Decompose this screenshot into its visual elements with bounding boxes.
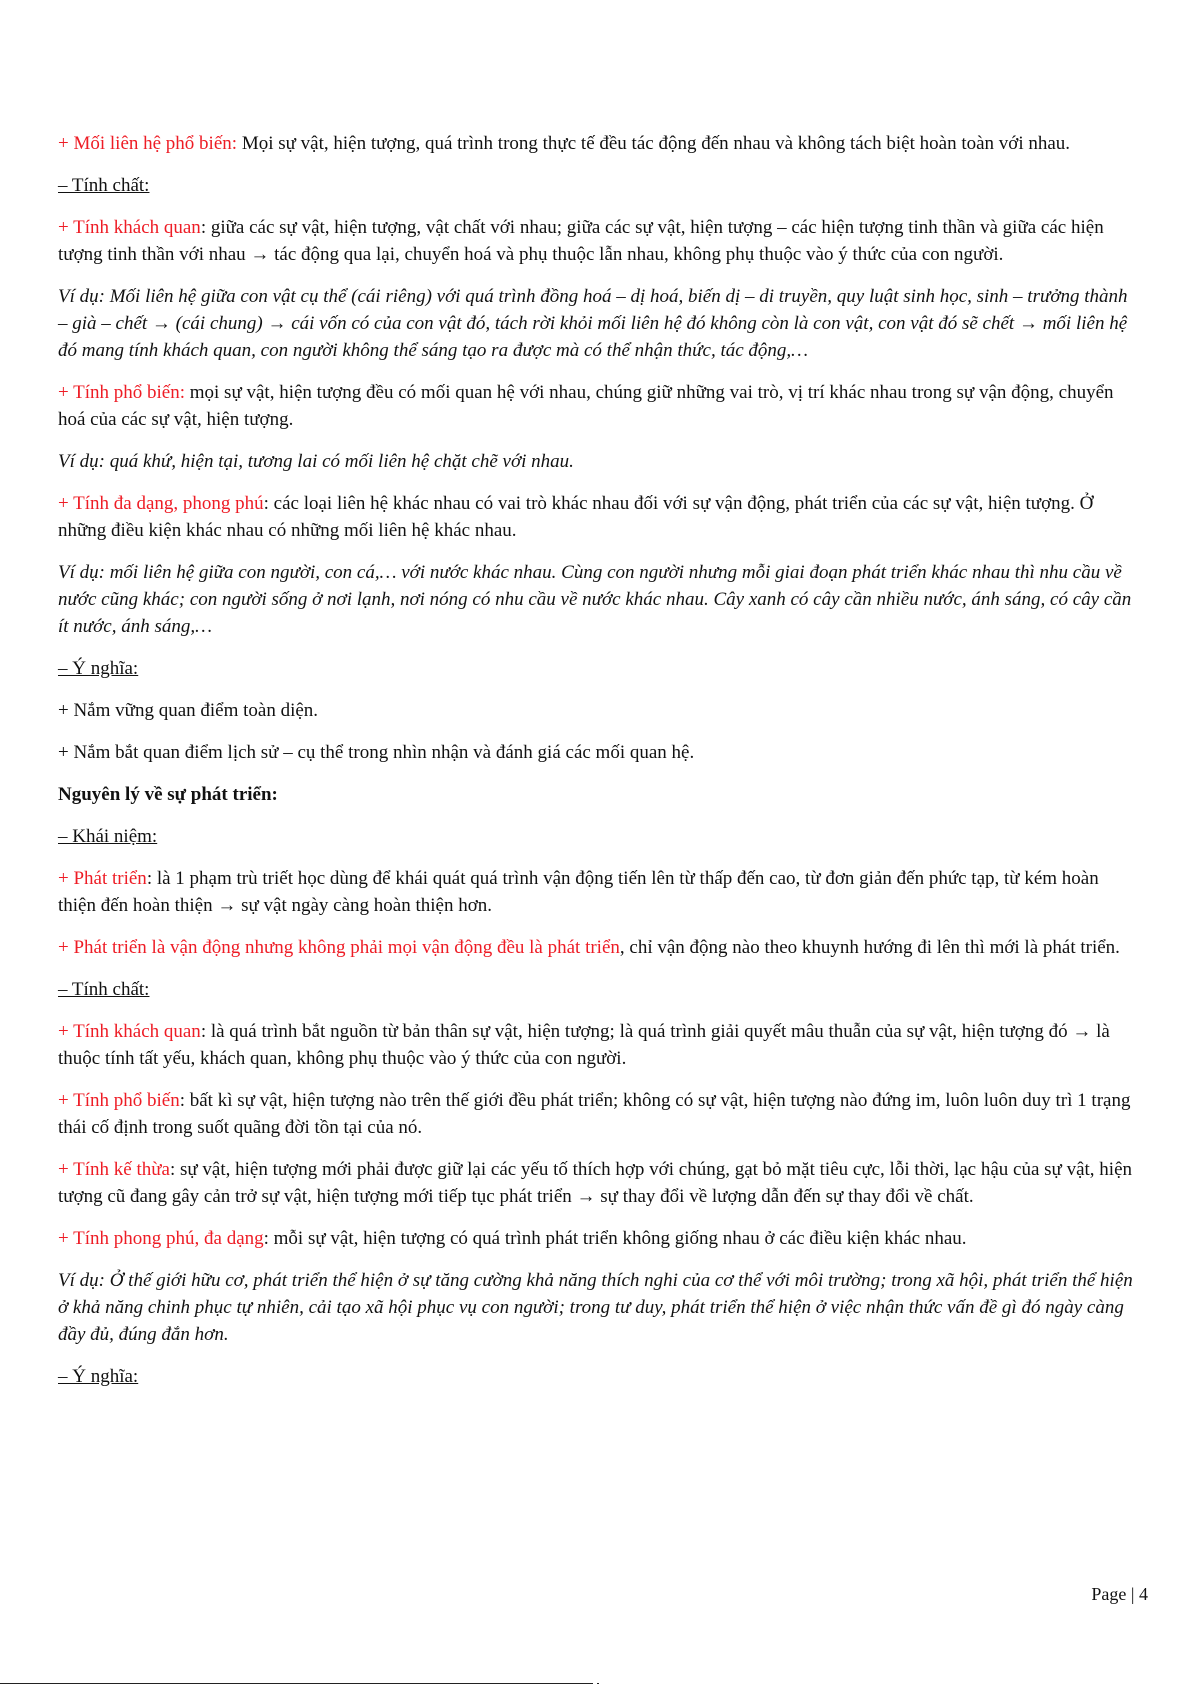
footer-divider-dot	[597, 1683, 599, 1684]
heading-text: – Ý nghĩa:	[58, 658, 139, 679]
paragraph-text: : các loại liên hệ khác nhau có vai trò khác nhau đối với sự vận động, phát triển của các sự vật, hiện tượng. Ở những điều kiện khác nhau có những mối liên hệ khác nhau.	[58, 493, 1094, 541]
paragraph-text: : là quá trình bắt nguồn từ bản thân sự vật, hiện tượng; là quá trình giải quyết mâu thuẫn của sự vật, hiện tượng đó → là thuộc tính tất yếu, khách quan, không phụ thuộc vào ý thức của con người.	[58, 1021, 1110, 1069]
term-highlight: + Tính phổ biến	[58, 1090, 180, 1111]
paragraph-development-motion	[58, 934, 1133, 961]
term-highlight: + Tính đa dạng, phong phú	[58, 493, 264, 514]
term-highlight: + Tính khách quan	[58, 217, 201, 238]
term-highlight: + Phát triển là vận động nhưng không phải mọi vận động đều là phát triển	[58, 937, 620, 958]
paragraph-text: : sự vật, hiện tượng mới phải được giữ lại các yếu tố thích hợp với chúng, gạt bỏ mặt tiêu cực, lỗi thời, lạc hậu của sự vật, hiện tượng cũ đang gây cản trở sự vật, hiện tượng mới tiếp tục phát triển → sự thay đổi về lượng dẫn đến sự thay đổi về chất.	[58, 1159, 1133, 1207]
term-highlight: + Tính phong phú, đa dạng	[58, 1228, 264, 1249]
footer-divider	[0, 1683, 593, 1684]
paragraph-text: : là 1 phạm trù triết học dùng để khái quát quá trình vận động tiến lên từ thấp đến cao, từ đơn giản đến phức tạp, từ kém hoàn thiện đến hoàn thiện → sự vật ngày càng hoàn thiện hơn.	[58, 868, 1099, 916]
term-highlight: + Phát triển	[58, 868, 147, 889]
example-paragraph: Ví dụ: Mối liên hệ giữa con vật cụ thể (cái riêng) với quá trình đồng hoá – dị hoá, biến dị – di truyền, quy luật sinh học, sinh – trưởng thành – già – chết → (cái chung) → cái vốn có của con vật đó, tách rời khỏi mối liên hệ đó không còn là con vật, con vật đó sẽ chết → mối liên hệ đó mang tính khách quan, con người không thể sáng tạo ra được mà có thể nhận thức, tác động,…	[58, 286, 1128, 361]
paragraph-diversity	[58, 490, 1133, 544]
paragraph-objectivity	[58, 1018, 1133, 1072]
heading-text: – Ý nghĩa:	[58, 1366, 139, 1387]
section-title-development: Nguyên lý về sự phát triển:	[58, 784, 278, 805]
term-highlight: + Tính khách quan	[58, 1021, 201, 1042]
heading-text: – Khái niệm:	[58, 826, 158, 847]
section-heading-properties	[58, 976, 1133, 1003]
paragraph-text: : bất kì sự vật, hiện tượng nào trên thế giới đều phát triển; không có sự vật, hiện tượng nào đứng im, luôn luôn duy trì 1 trạng thái cố định trong suốt quãng đời tồn tại của nó.	[58, 1090, 1131, 1138]
page-number: Page | 4	[1091, 1584, 1148, 1604]
term-highlight: + Tính kế thừa	[58, 1159, 170, 1180]
document-body	[58, 130, 1133, 1405]
paragraph-diversity	[58, 1225, 1133, 1252]
paragraph-text: : giữa các sự vật, hiện tượng, vật chất với nhau; giữa các sự vật, hiện tượng – các hiện tượng tinh thần và giữa các hiện tượng tinh thần với nhau → tác động qua lại, chuyển hoá và phụ thuộc lẫn nhau, không phụ thuộc vào ý thức của con người.	[58, 217, 1104, 265]
term-highlight: + Tính phổ biến:	[58, 382, 185, 403]
paragraph-plain: + Nắm vững quan điểm toàn diện.	[58, 700, 319, 721]
section-heading-meaning	[58, 1363, 1133, 1390]
paragraph-text: , chỉ vận động nào theo khuynh hướng đi lên thì mới là phát triển.	[619, 937, 1120, 958]
paragraph-universality	[58, 379, 1133, 433]
paragraph-text: mọi sự vật, hiện tượng đều có mối quan hệ với nhau, chúng giữ những vai trò, vị trí khác nhau trong sự vận động, chuyển hoá của các sự vật, hiện tượng.	[58, 382, 1114, 430]
example-paragraph: Ví dụ: quá khứ, hiện tại, tương lai có mối liên hệ chặt chẽ với nhau.	[58, 451, 574, 472]
paragraph-text: : mỗi sự vật, hiện tượng có quá trình phát triển không giống nhau ở các điều kiện khác nhau.	[263, 1228, 967, 1249]
heading-text: – Tính chất:	[58, 175, 150, 196]
paragraph-text: Mọi sự vật, hiện tượng, quá trình trong thực tế đều tác động đến nhau và không tách biệt hoàn toàn với nhau.	[237, 133, 1071, 154]
paragraph-plain: + Nắm bắt quan điểm lịch sử – cụ thể trong nhìn nhận và đánh giá các mối quan hệ.	[58, 742, 695, 763]
paragraph-development-definition	[58, 865, 1133, 919]
section-heading-meaning	[58, 655, 1133, 682]
paragraph-universality	[58, 1087, 1133, 1141]
example-paragraph: Ví dụ: Ở thế giới hữu cơ, phát triển thể hiện ở sự tăng cường khả năng thích nghi của cơ thể với môi trường; trong xã hội, phát triển thể hiện ở khả năng chinh phục tự nhiên, cải tạo xã hội phục vụ con người; trong tư duy, phát triển thể hiện ở việc nhận thức vấn đề gì đó ngày càng đầy đủ, đúng đắn hơn.	[58, 1270, 1133, 1345]
heading-text: – Tính chất:	[58, 979, 150, 1000]
section-heading-properties	[58, 172, 1133, 199]
section-heading-concept	[58, 823, 1133, 850]
example-paragraph: Ví dụ: mối liên hệ giữa con người, con cá,… với nước khác nhau. Cùng con người nhưng mỗi giai đoạn phát triển khác nhau thì nhu cầu về nước cũng khác; con người sống ở nơi lạnh, nơi nóng có nhu cầu về nước khác nhau. Cây xanh có cây cần nhiều nước, ánh sáng, có cây cần ít nước, ánh sáng,…	[58, 562, 1132, 637]
paragraph-objectivity	[58, 214, 1133, 268]
paragraph-inheritance	[58, 1156, 1133, 1210]
paragraph-universal-link	[58, 130, 1133, 157]
term-highlight: + Mối liên hệ phổ biến:	[58, 133, 238, 154]
